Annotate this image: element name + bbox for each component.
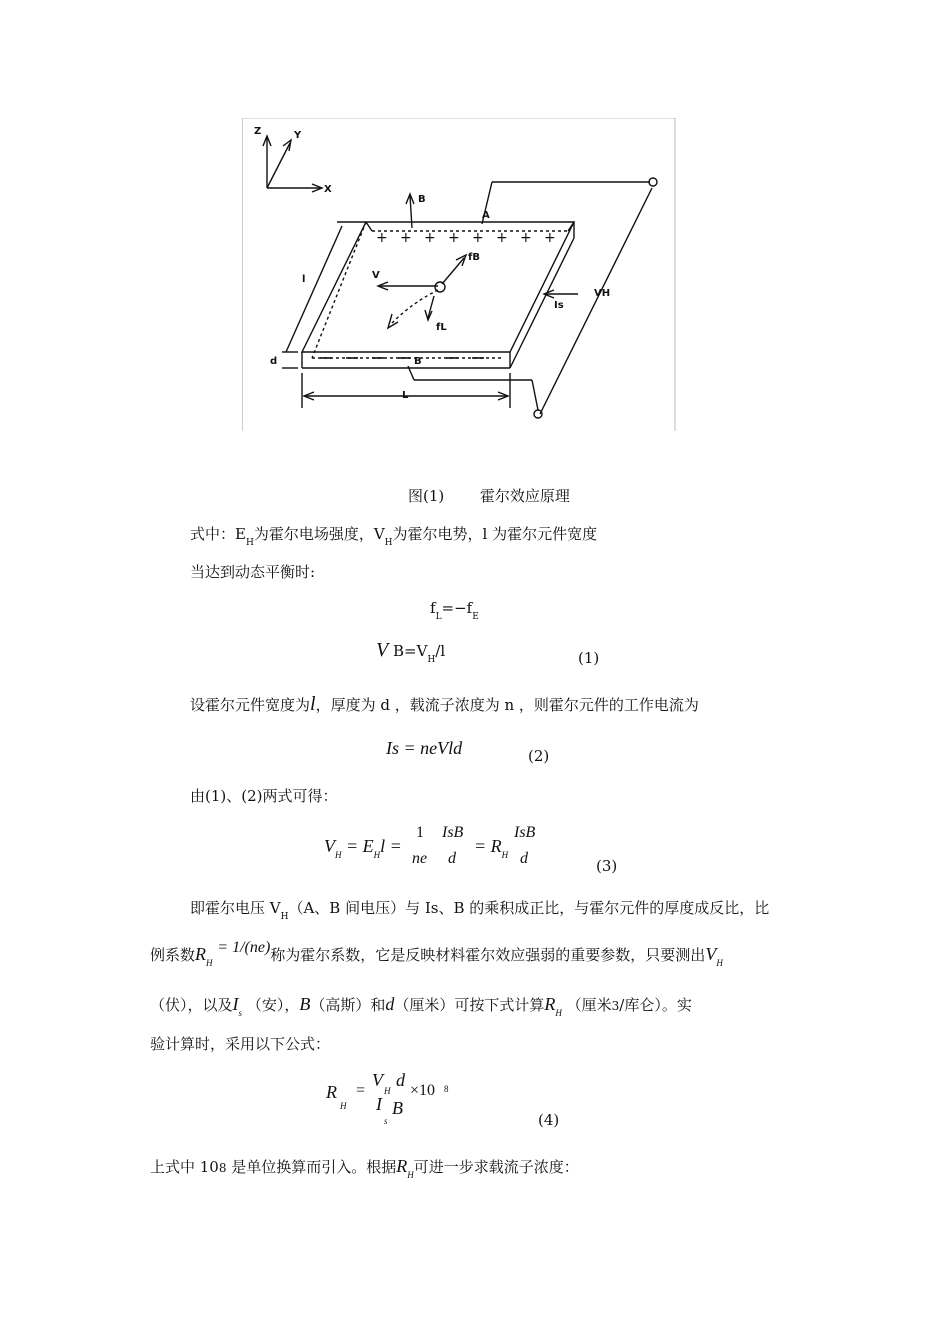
svg-text:+: + (400, 230, 412, 246)
width-label: l (302, 274, 306, 285)
svg-text:+: + (376, 230, 388, 246)
figure-caption (408, 486, 570, 506)
equation-3: $V_H = E_Hl$ = 1 ne IsB d = $R_H$ IsB d (324, 824, 536, 867)
equation-2: Is = neVld (386, 738, 463, 758)
svg-text:+: + (448, 230, 460, 246)
fl-label: fL (436, 322, 447, 333)
fb-label: fB (468, 252, 480, 263)
length-label: L (402, 390, 409, 401)
a-label: A (482, 210, 490, 221)
b-field-label: B (418, 194, 426, 205)
paragraph-line-4: 验计算时，采用以下公式： (150, 1035, 331, 1053)
d-label: d (270, 356, 278, 367)
axis-z-label: Z (254, 126, 262, 137)
hall-effect-diagram (242, 118, 676, 431)
equation-1: V $B=V_H/l$ (376, 639, 446, 665)
caption-title: 霍尔效应原理 (479, 487, 570, 505)
vh-label: VH (594, 288, 611, 299)
equation-4: R $_H$ = V H d I s B ×10 8 (326, 1070, 449, 1126)
paragraph-line-3: （伏），以及$I_s$ （安），B（高斯）和d（厘米）可按下式计算$R_H$ （厘米3/库仑）。实 (150, 994, 692, 1018)
svg-text:+: + (424, 230, 436, 246)
equation-1-tag: (1) (578, 649, 600, 667)
definition-line: 式中：$E_H$为霍尔电场强度，$V_H$为霍尔电势，l 为霍尔元件宽度 (190, 525, 598, 548)
equation-2-tag: (2) (528, 747, 550, 765)
hall-effect-figure (242, 118, 676, 431)
equation-3-tag: (3) (596, 857, 618, 875)
axis-y-label: Y (294, 130, 302, 141)
paragraph-line-1: 即霍尔电压 $V_H(A$、B 间电压）与 Is、B 的乘积成正比，与霍尔元件的厚度成反比，比 (190, 899, 770, 922)
axis-x-label: X (324, 184, 332, 195)
current-description-line: 设霍尔元件宽度为l，厚度为 d ，载流子浓度为 n ，则霍尔元件的工作电流为 (190, 693, 699, 715)
svg-text:+: + (472, 230, 484, 246)
concluding-line: 上式中 108 是单位换算而引入。根据$R_H$可进一步求载流子浓度： (150, 1156, 579, 1180)
equilibrium-line: 当达到动态平衡时: (190, 563, 316, 581)
b-bottom-label: B (414, 356, 422, 367)
equation-4-tag: (4) (538, 1111, 560, 1129)
is-label: Is (554, 300, 564, 311)
v-label: V (372, 270, 380, 281)
caption-number: 图(1) (408, 487, 445, 505)
derive-line: 由(1)、(2)两式可得： (190, 787, 338, 805)
paragraph-line-2: 例系数$R_H = 1/(ne)$称为霍尔系数，它是反映材料霍尔效应强弱的重要参数，只要测出$V_H$ (150, 939, 723, 968)
svg-text:+: + (544, 230, 556, 246)
svg-text:+: + (520, 230, 532, 246)
force-balance-equation: $f_L=-f_E$ (430, 599, 479, 622)
charge-signs (376, 230, 556, 246)
svg-text:+: + (496, 230, 508, 246)
